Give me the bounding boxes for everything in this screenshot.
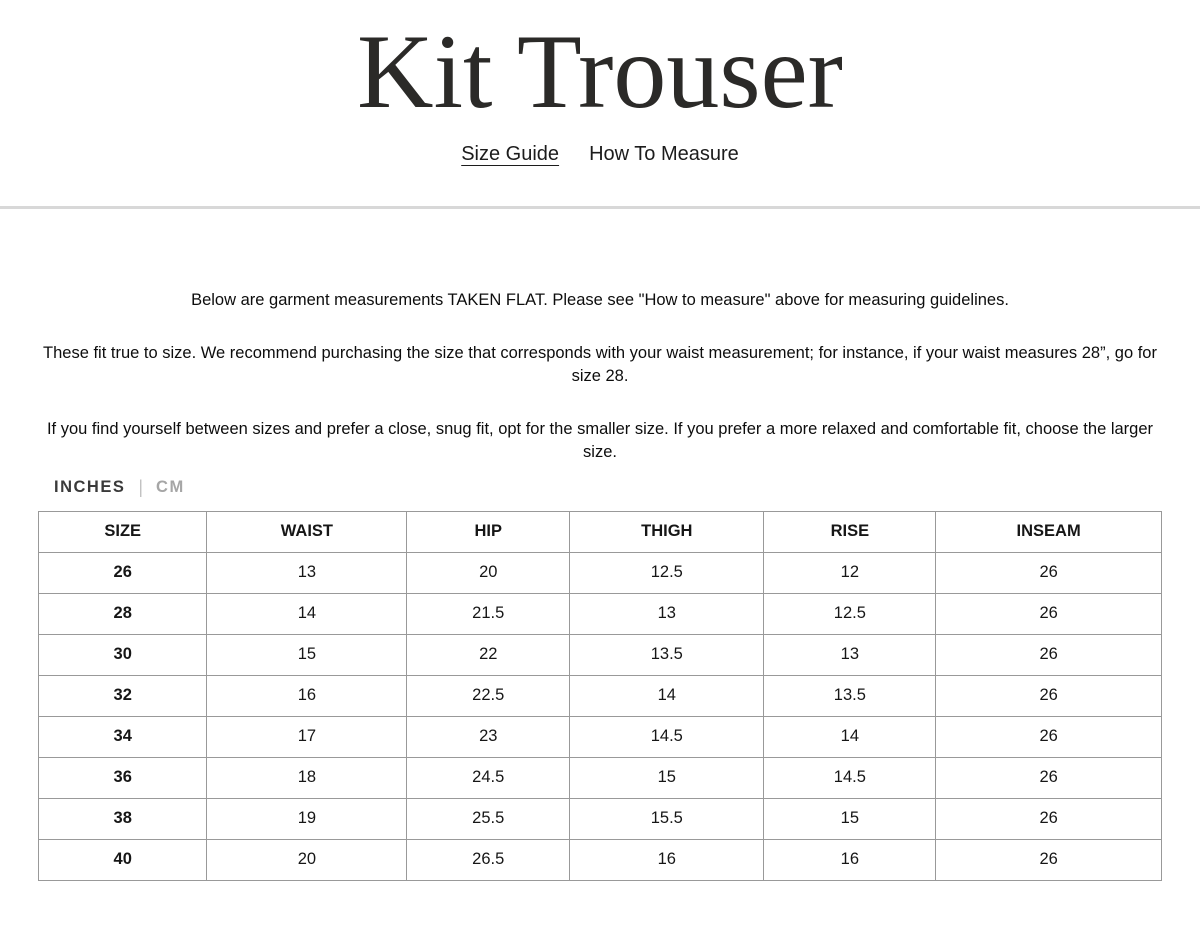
measurement-cell: 15 xyxy=(207,634,407,675)
measurement-cell: 14.5 xyxy=(570,716,764,757)
table-row xyxy=(39,716,1162,757)
size-cell: 40 xyxy=(39,839,207,880)
tab-size-guide[interactable]: Size Guide xyxy=(461,142,560,165)
measurement-cell: 14 xyxy=(764,716,936,757)
measurement-cell: 26 xyxy=(936,634,1162,675)
size-guide-content xyxy=(0,209,1200,881)
table-row xyxy=(39,593,1162,634)
measurement-cell: 22 xyxy=(407,634,570,675)
size-cell: 38 xyxy=(39,798,207,839)
measurement-cell: 26 xyxy=(936,839,1162,880)
size-cell: 32 xyxy=(39,675,207,716)
intro-text xyxy=(38,209,1162,464)
table-row xyxy=(39,839,1162,880)
measurement-cell: 26 xyxy=(936,716,1162,757)
measurement-cell: 13.5 xyxy=(764,675,936,716)
measurement-cell: 26 xyxy=(936,675,1162,716)
measurement-cell: 14 xyxy=(207,593,407,634)
table-header-waist: WAIST xyxy=(207,511,407,552)
measurement-cell: 26 xyxy=(936,593,1162,634)
size-cell: 34 xyxy=(39,716,207,757)
table-header-size: SIZE xyxy=(39,511,207,552)
unit-separator: | xyxy=(138,476,144,497)
page-title: Kit Trouser xyxy=(357,13,843,130)
measurement-cell: 15 xyxy=(570,757,764,798)
tab-how-to-measure[interactable]: How To Measure xyxy=(589,142,739,165)
unit-inches-button[interactable]: INCHES xyxy=(54,477,126,496)
measurement-cell: 21.5 xyxy=(407,593,570,634)
measurement-cell: 13 xyxy=(570,593,764,634)
tab-bar xyxy=(0,143,1200,166)
size-cell: 36 xyxy=(39,757,207,798)
measurement-cell: 26.5 xyxy=(407,839,570,880)
measurement-cell: 26 xyxy=(936,798,1162,839)
size-chart-table xyxy=(38,511,1162,881)
table-row xyxy=(39,675,1162,716)
unit-toggle xyxy=(38,477,1162,498)
table-header-row xyxy=(39,511,1162,552)
measurement-cell: 13.5 xyxy=(570,634,764,675)
table-row xyxy=(39,798,1162,839)
measurement-cell: 14.5 xyxy=(764,757,936,798)
measurement-cell: 23 xyxy=(407,716,570,757)
table-row xyxy=(39,634,1162,675)
measurement-cell: 13 xyxy=(764,634,936,675)
measurement-cell: 16 xyxy=(570,839,764,880)
measurement-cell: 17 xyxy=(207,716,407,757)
measurement-cell: 20 xyxy=(407,552,570,593)
table-header-thigh: THIGH xyxy=(570,511,764,552)
measurement-cell: 20 xyxy=(207,839,407,880)
page-header xyxy=(0,0,1200,166)
size-cell: 26 xyxy=(39,552,207,593)
measurement-cell: 12 xyxy=(764,552,936,593)
unit-cm-button[interactable]: CM xyxy=(156,477,185,496)
measurement-cell: 24.5 xyxy=(407,757,570,798)
intro-paragraph-fit: These fit true to size. We recommend purchasing the size that corresponds with your waist measurement; for instance, if your waist measures 28”, go for size 28. xyxy=(43,343,1157,385)
measurement-cell: 14 xyxy=(570,675,764,716)
measurement-cell: 16 xyxy=(764,839,936,880)
measurement-cell: 13 xyxy=(207,552,407,593)
table-header-inseam: INSEAM xyxy=(936,511,1162,552)
table-header-hip: HIP xyxy=(407,511,570,552)
measurement-cell: 25.5 xyxy=(407,798,570,839)
measurement-cell: 16 xyxy=(207,675,407,716)
intro-paragraph-measurements: Below are garment measurements TAKEN FLAT. Please see "How to measure" above for measuring guidelines. xyxy=(191,290,1009,309)
table-row xyxy=(39,552,1162,593)
measurement-cell: 12.5 xyxy=(570,552,764,593)
table-row xyxy=(39,757,1162,798)
measurement-cell: 19 xyxy=(207,798,407,839)
measurement-cell: 22.5 xyxy=(407,675,570,716)
measurement-cell: 12.5 xyxy=(764,593,936,634)
size-cell: 28 xyxy=(39,593,207,634)
measurement-cell: 15 xyxy=(764,798,936,839)
measurement-cell: 15.5 xyxy=(570,798,764,839)
size-cell: 30 xyxy=(39,634,207,675)
table-header-rise: RISE xyxy=(764,511,936,552)
measurement-cell: 18 xyxy=(207,757,407,798)
measurement-cell: 26 xyxy=(936,757,1162,798)
intro-paragraph-between-sizes: If you find yourself between sizes and prefer a close, snug fit, opt for the smaller size. If you prefer a more relaxed and comfortable fit, choose the larger size. xyxy=(46,419,1154,461)
measurement-cell: 26 xyxy=(936,552,1162,593)
